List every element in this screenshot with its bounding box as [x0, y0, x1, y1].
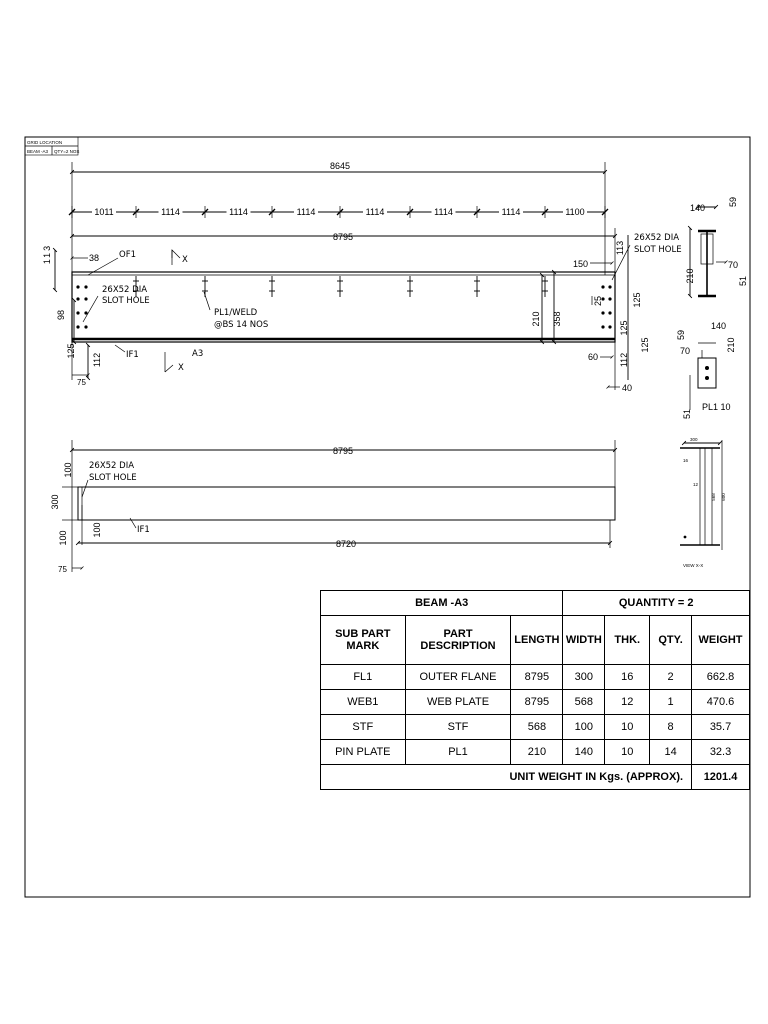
dim-40: 40: [622, 383, 633, 393]
bom-cell: 100: [563, 715, 605, 740]
bom-cell: 300: [563, 665, 605, 690]
vx-dim-300: 300: [690, 437, 698, 442]
slot-right-line2: SLOT HOLE: [634, 245, 682, 255]
bom-cell: WEB PLATE: [405, 690, 511, 715]
bom-cell: 1: [650, 690, 692, 715]
pl1-weld-line1: PL1/WELD: [214, 308, 258, 318]
pp-label: PL1 10: [702, 402, 731, 412]
bom-cell: FL1: [321, 665, 406, 690]
spacing-label: 1114: [296, 207, 316, 217]
dim-38: 38: [89, 253, 100, 263]
bom-cell: 8795: [511, 690, 563, 715]
dim-60: 60: [588, 352, 599, 362]
spacing-label: 1114: [161, 207, 180, 217]
spacing-label: 1114: [501, 207, 521, 217]
spacing-label: 1100: [565, 207, 585, 217]
bom-row: [321, 715, 750, 740]
vx-dim-600: 600: [721, 493, 726, 501]
bom-cell: 14: [650, 740, 692, 765]
bom-cell: 470.6: [692, 690, 750, 715]
bom-cell: 2: [650, 665, 692, 690]
bom-total-value: 1201.4: [692, 765, 750, 790]
plan-dim-8720: 8720: [335, 539, 357, 549]
end-dim-70: 70: [728, 260, 739, 270]
dim-98: 98: [56, 309, 66, 321]
section-x-bottom: X: [178, 363, 184, 373]
bom-cell: 140: [563, 740, 605, 765]
spacing-label: 1114: [434, 207, 453, 217]
label-if1: IF1: [126, 350, 139, 360]
plan-view: [50, 440, 615, 574]
bom-cell: OUTER FLANE: [405, 665, 511, 690]
slot-left-line2: SLOT HOLE: [102, 296, 150, 306]
bom-cell: 10: [605, 715, 650, 740]
bom-table: [320, 590, 750, 790]
title-block: [25, 137, 79, 155]
bom-header: QTY.: [650, 616, 692, 665]
dim-r112: 112: [619, 352, 629, 368]
bom-total-row: [321, 765, 750, 790]
bom-header: SUB PART MARK: [321, 616, 406, 665]
bom-row: [321, 690, 750, 715]
dim-150: 150: [573, 259, 589, 269]
bom-header: WIDTH: [563, 616, 605, 665]
pp-dim-51: 51: [682, 408, 692, 420]
end-dim-59: 59: [728, 196, 738, 208]
bom-cell: 662.8: [692, 665, 750, 690]
vx-label: VIEW X-X: [683, 563, 704, 568]
plan-dim-100-top: 100: [63, 462, 73, 478]
dim-overall-top: 8645: [329, 161, 351, 171]
end-view: [685, 197, 748, 296]
left-bolt-holes: [76, 285, 87, 328]
bom-cell: 210: [511, 740, 563, 765]
bom-cell: 8795: [511, 665, 563, 690]
vx-dim-12: 12: [693, 482, 699, 487]
slot-right-line1: 26X52 DIA: [634, 233, 680, 243]
bom-header: THK.: [605, 616, 650, 665]
bom-row: [321, 740, 750, 765]
bom-cell: 35.7: [692, 715, 750, 740]
bom-cell: WEB1: [321, 690, 406, 715]
bom-cell: 16: [605, 665, 650, 690]
pin-plate-detail: [676, 321, 736, 419]
view-xx: [680, 437, 726, 568]
dim-210: 210: [531, 311, 541, 327]
plan-dim-300: 300: [50, 494, 60, 510]
plan-dim-75: 75: [58, 565, 67, 574]
pp-dim-59: 59: [676, 329, 686, 341]
bom-cell: STF: [321, 715, 406, 740]
bom-cell: 10: [605, 740, 650, 765]
plan-slot-line1: 26X52 DIA: [89, 461, 135, 471]
bom-cell: 32.3: [692, 740, 750, 765]
grid-location-label: GRID LOCATION: [27, 140, 63, 145]
beam-elevation: [72, 272, 615, 342]
elevation-view: [42, 161, 682, 393]
plan-dim-100-mid: 100: [92, 522, 102, 538]
dim-r125a: 125: [619, 320, 629, 336]
bom-quantity-label: QUANTITY = 2: [563, 591, 750, 616]
end-dim-140: 140: [690, 203, 706, 213]
pp-dim-70: 70: [680, 346, 691, 356]
bom-cell: PIN PLATE: [321, 740, 406, 765]
pp-dim-210: 210: [726, 337, 736, 353]
bom-cell: 568: [563, 690, 605, 715]
end-dim-210: 210: [685, 268, 695, 284]
end-dim-51: 51: [738, 275, 748, 287]
plan-dim-100-bot: 100: [58, 530, 68, 546]
dim-r125c: 125: [640, 337, 650, 353]
vx-dim-568: 568: [711, 493, 716, 501]
vx-dim-16: 16: [683, 458, 689, 463]
dim-r125b: 125: [632, 292, 642, 308]
dim-112-left: 112: [92, 352, 102, 368]
dim-75: 75: [77, 378, 86, 387]
dim-358: 358: [552, 311, 562, 327]
bom-total-label: UNIT WEIGHT IN Kgs. (APPROX).: [321, 765, 692, 790]
section-x-top: X: [182, 255, 188, 265]
plan-if1: IF1: [137, 525, 150, 535]
bom-header: PART DESCRIPTION: [405, 616, 511, 665]
dim-25: 25: [593, 295, 603, 307]
bom-cell: PL1: [405, 740, 511, 765]
spacing-label: 1114: [365, 207, 385, 217]
beam-ref: BEAM -A3: [27, 149, 49, 154]
pl1-weld-line2: @BS 14 NOS: [214, 320, 269, 330]
mark-a3: A3: [192, 349, 204, 359]
bom-cell: 568: [511, 715, 563, 740]
bom-cell: STF: [405, 715, 511, 740]
bom-title-row: [321, 591, 750, 616]
bom-header-row: [321, 616, 750, 665]
plan-slot-line2: SLOT HOLE: [89, 473, 137, 483]
dim-overall-length: 8795: [332, 232, 354, 242]
bom-header: WEIGHT: [692, 616, 750, 665]
bom-row: [321, 665, 750, 690]
bom-cell: 8: [650, 715, 692, 740]
slot-left-line1: 26X52 DIA: [102, 285, 148, 295]
plan-dim-8795: 8795: [332, 446, 354, 456]
bom-cell: 12: [605, 690, 650, 715]
pp-dim-140: 140: [711, 321, 727, 331]
label-of1: OF1: [119, 250, 136, 260]
qty-ref: QTY=2 NOS: [54, 149, 80, 154]
dim-r113: 113: [615, 240, 625, 256]
spacing-label: 1114: [229, 207, 248, 217]
spacing-label: 1011: [94, 207, 114, 217]
beam-plan: [78, 487, 615, 520]
bom-header: LENGTH: [511, 616, 563, 665]
dim-113-left: 113: [42, 243, 52, 265]
bom-beam-label: BEAM -A3: [321, 591, 563, 616]
dim-125-left: 125: [66, 343, 76, 359]
